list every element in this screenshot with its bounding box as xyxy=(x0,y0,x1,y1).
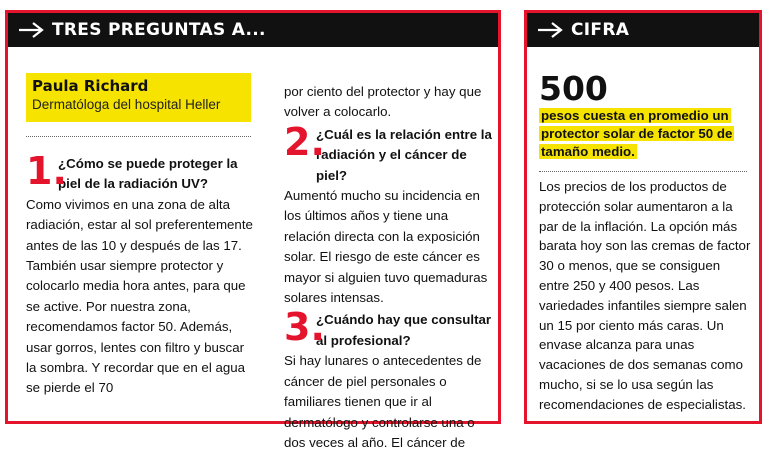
person-role: Dermatóloga del hospital Heller xyxy=(32,97,221,112)
cifra-header xyxy=(527,13,759,47)
cifra-lead-text: pesos cuesta en promedio un protector solar de factor 50 de tamaño medio. xyxy=(541,108,733,159)
column-1 xyxy=(26,149,254,399)
tres-preguntas-panel xyxy=(5,10,501,450)
answer-2: Aumentó mucho su incidencia en los últimos años y tiene una relación directa con la exposición solar. El riesgo de este cáncer es mayor si alguien tuvo quemaduras solares intensas. xyxy=(284,188,488,306)
arrow-right-icon xyxy=(537,22,563,38)
question-number: 1. xyxy=(26,149,67,193)
answer-1: Como vivimos en una zona de alta radiación, estar al sol preferentemente antes de las 10 y después de las 17. También usar siempre protector y colocarlo media hora antes, para que se active. Por nuestra zona, recomendamos factor 50. Además, usar gorros, lentes con filtro y buscar la sombra. Y recordar que en el agua se pierde el 70 xyxy=(26,196,253,396)
person-name: Paula Richard xyxy=(32,77,149,95)
person-card xyxy=(26,73,251,122)
column-2 xyxy=(284,82,494,453)
answer-3: Si hay lunares o antecedentes de cáncer de piel personales o familiares tienen que ir al dermatólogo y controlarse una o dos veces al año. El cáncer de xyxy=(284,353,482,450)
question-text: ¿Cuándo hay que consultar al profesional? xyxy=(316,312,492,348)
dotted-divider xyxy=(539,171,747,172)
answer-1-continuation: por ciento del protector y hay que volver a colocarlo. xyxy=(284,84,482,120)
cifra-body: Los precios de los productos de protección solar aumentaron a la par de la inflación. La opción más barata hoy son las cremas de factor 30 o menos, que se consiguen entre 250 y 400 pesos. Las variedades infantiles siempre salen un 15 por ciento más caras. Un envase alcanza para unas vacaciones de dos semanas como mucho, si se lo usa según las recomendaciones de especialistas. xyxy=(539,179,751,412)
question-number: 2. xyxy=(284,119,325,164)
dotted-divider xyxy=(26,136,251,137)
question-3 xyxy=(284,305,494,351)
question-1 xyxy=(26,149,254,195)
question-2 xyxy=(284,119,494,186)
cifra-panel xyxy=(524,10,762,424)
tres-preguntas-header xyxy=(8,13,498,47)
question-text: ¿Cómo se puede proteger la piel de la radiación UV? xyxy=(58,156,238,192)
arrow-right-icon xyxy=(18,22,44,38)
panel-title: TRES PREGUNTAS A... xyxy=(52,20,266,40)
cifra-lead xyxy=(539,107,749,161)
question-number: 3. xyxy=(284,305,325,350)
question-text: ¿Cuál es la relación entre la radiación y el cáncer de piel? xyxy=(316,126,492,183)
panel-title: CIFRA xyxy=(571,20,630,40)
cifra-figure: 500 xyxy=(539,69,608,108)
